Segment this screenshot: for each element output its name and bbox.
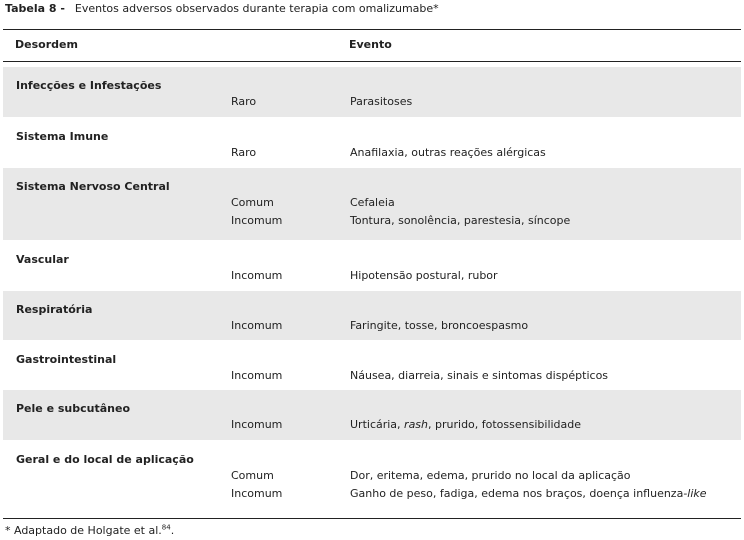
event-text: , prurido, fotossensibilidade: [428, 418, 582, 431]
category-label: Gastrointestinal: [16, 353, 117, 366]
table-row-group: [3, 241, 741, 290]
event-cell: Cefaleia: [350, 196, 395, 209]
column-header-desordem: Desordem: [15, 38, 78, 51]
frequency-cell: Incomum: [231, 418, 283, 431]
event-text: Urticária,: [350, 418, 405, 431]
footnote-reference: 84: [161, 523, 171, 532]
category-label: Vascular: [16, 253, 69, 266]
frequency-cell: Incomum: [231, 269, 283, 282]
frequency-cell: Comum: [231, 196, 274, 209]
table-row-group: [3, 441, 741, 518]
frequency-cell: Comum: [231, 469, 274, 482]
frequency-cell: Raro: [231, 146, 257, 159]
event-cell: Dor, eritema, edema, prurido no local da aplicação: [350, 469, 631, 482]
table-header: [0, 30, 744, 61]
event-cell: Tontura, sonolência, parestesia, síncope: [350, 213, 571, 227]
frequency-cell: Incomum: [231, 369, 283, 382]
event-italic-term: like: [687, 486, 707, 500]
category-label: Infecções e Infestações: [16, 79, 162, 92]
category-label: Sistema Nervoso Central: [16, 180, 170, 193]
event-text: Ganho de peso, fadiga, edema nos braços, doença influenza-: [350, 486, 688, 500]
footnote-text: * Adaptado de Holgate et al.: [5, 524, 162, 537]
category-label: Sistema Imune: [16, 130, 109, 143]
table-row-group: [3, 291, 741, 340]
frequency-cell: Incomum: [231, 486, 283, 500]
event-cell: Anafilaxia, outras reações alérgicas: [350, 146, 546, 159]
table-footnote: [5, 524, 174, 537]
table-label: Tabela 8 -: [5, 2, 65, 15]
event-cell: [350, 418, 581, 431]
column-header-evento: Evento: [349, 38, 392, 51]
frequency-cell: Incomum: [231, 213, 283, 227]
table-row-group: [3, 67, 741, 117]
table-row-group: [3, 168, 741, 240]
event-cell: Faringite, tosse, broncoespasmo: [350, 319, 529, 332]
event-italic-term: rash: [404, 418, 429, 431]
event-cell: Náusea, diarreia, sinais e sintomas dispépticos: [350, 369, 609, 382]
event-cell: Hipotensão postural, rubor: [350, 269, 498, 282]
category-label: Respiratória: [16, 303, 93, 316]
category-label: Geral e do local de aplicação: [16, 453, 194, 466]
table-caption: [5, 0, 439, 18]
table-title: Eventos adversos observados durante terapia com omalizumabe*: [74, 2, 439, 15]
table-row-group: [3, 390, 741, 440]
table-row-group: [3, 341, 741, 389]
category-label: Pele e subcutâneo: [16, 402, 131, 415]
frequency-cell: Incomum: [231, 319, 283, 332]
bottom-rule: [3, 518, 741, 519]
event-cell: [350, 487, 707, 500]
footnote-end: .: [170, 524, 175, 537]
event-cell: Parasitoses: [350, 95, 413, 108]
frequency-cell: Raro: [231, 95, 257, 108]
header-rule: [3, 61, 741, 62]
table-row-group: [3, 118, 741, 167]
